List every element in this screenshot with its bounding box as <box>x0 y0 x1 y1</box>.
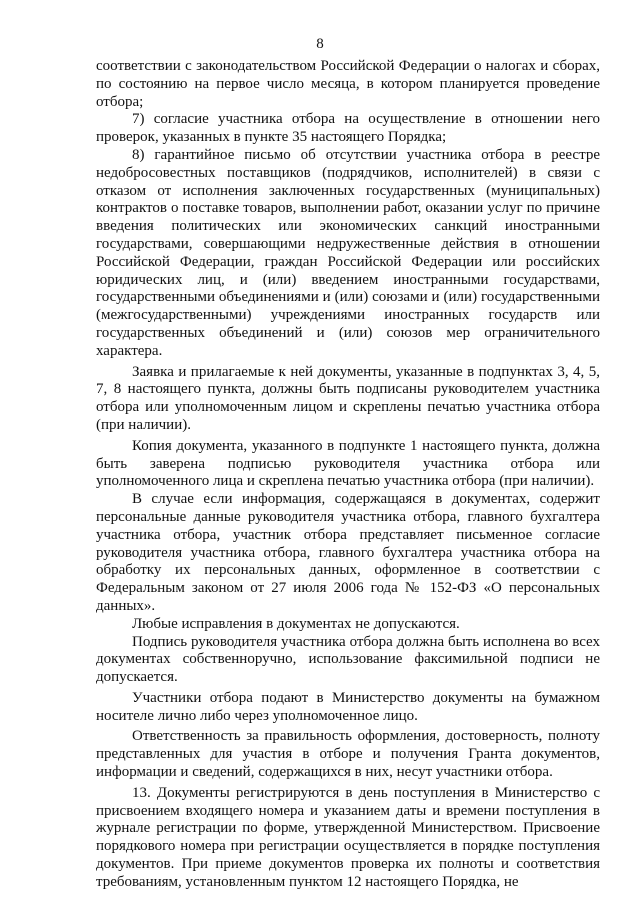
paragraph-submission: Участники отбора подают в Министерство документы на бумажном носителе лично либо через уполномоченное лицо. <box>96 689 600 724</box>
document-body <box>96 58 600 892</box>
paragraph-no-corrections: Любые исправления в документах не допускаются. <box>132 615 460 632</box>
page-number: 8 <box>316 36 324 52</box>
paragraph-item-8: 8) гарантийное письмо об отсутствии участника отбора в реестре недобросовестных поставщиков (подрядчиков, исполнителей) в связи с отказом от исполнения заключенных государственных (муниципальных) контрактов о поставке товаров, выполнении работ, оказании услуг по причине введения политических или экономических санкций иностранными государствами, совершающими недружественные действия в отношении Российской Федерации, граждан Российской Федерации или российских юридических лиц, и (или) введением иностранными государствами, государственными объединениями и (или) союзами и (или) государственными (межгосударственными) учреждениями иностранных государств или государственных объединений и (или) союзов мер ограничительного характера. <box>96 146 600 359</box>
paragraph-item-7: 7) согласие участника отбора на осуществление в отношении него проверок, указанных в пункте 35 настоящего Порядка; <box>96 111 600 146</box>
paragraph-signatures: Заявка и прилагаемые к ней документы, указанные в подпунктах 3, 4, 5, 7, 8 настоящего пункта, должны быть подписаны руководителем участника отбора или уполномоченным лицом и скреплены печатью участника отбора (при наличии). <box>96 363 600 433</box>
paragraph-document-copy: Копия документа, указанного в подпункте 1 настоящего пункта, должна быть заверена подписью руководителя участника отбора или уполномоченного лица и скреплена печатью участника отбора (при наличии). <box>96 437 600 490</box>
paragraph-item-13: 13. Документы регистрируются в день поступления в Министерство с присвоением входящего номера и указанием даты и времени поступления в журнале регистрации по форме, утвержденной Министерством. Присвоение порядкового номера при регистрации осуществляется в порядке поступления документов. При приеме документов проверка их полноты и соответствия требованиям, установленным пунктом 12 настоящего Порядка, не <box>96 784 600 890</box>
paragraph-personal-data: В случае если информация, содержащаяся в документах, содержит персональные данные руководителя участника отбора, главного бухгалтера участника отбора, участник отбора представляет письменное согласие руководителя участника отбора, главного бухгалтера участника отбора на обработку их персональных данных, оформленное в соответствии с Федеральным законом от 27 июля 2006 года № 152-ФЗ «О персональных данных». <box>96 491 600 614</box>
paragraph-continuation: соответствии с законодательством Российской Федерации о налогах и сборах, по состоянию на первое число месяца, в котором планируется проведение отбора; <box>96 58 600 110</box>
paragraph-handwritten-signature: Подпись руководителя участника отбора должна быть исполнена во всех документах собственноручно, использование факсимильной подписи не допускается. <box>96 633 600 686</box>
paragraph-responsibility: Ответственность за правильность оформления, достоверность, полноту представленных для участия в отборе и получения Гранта документов, информации и сведений, содержащихся в них, несут участники отбора. <box>96 728 600 781</box>
